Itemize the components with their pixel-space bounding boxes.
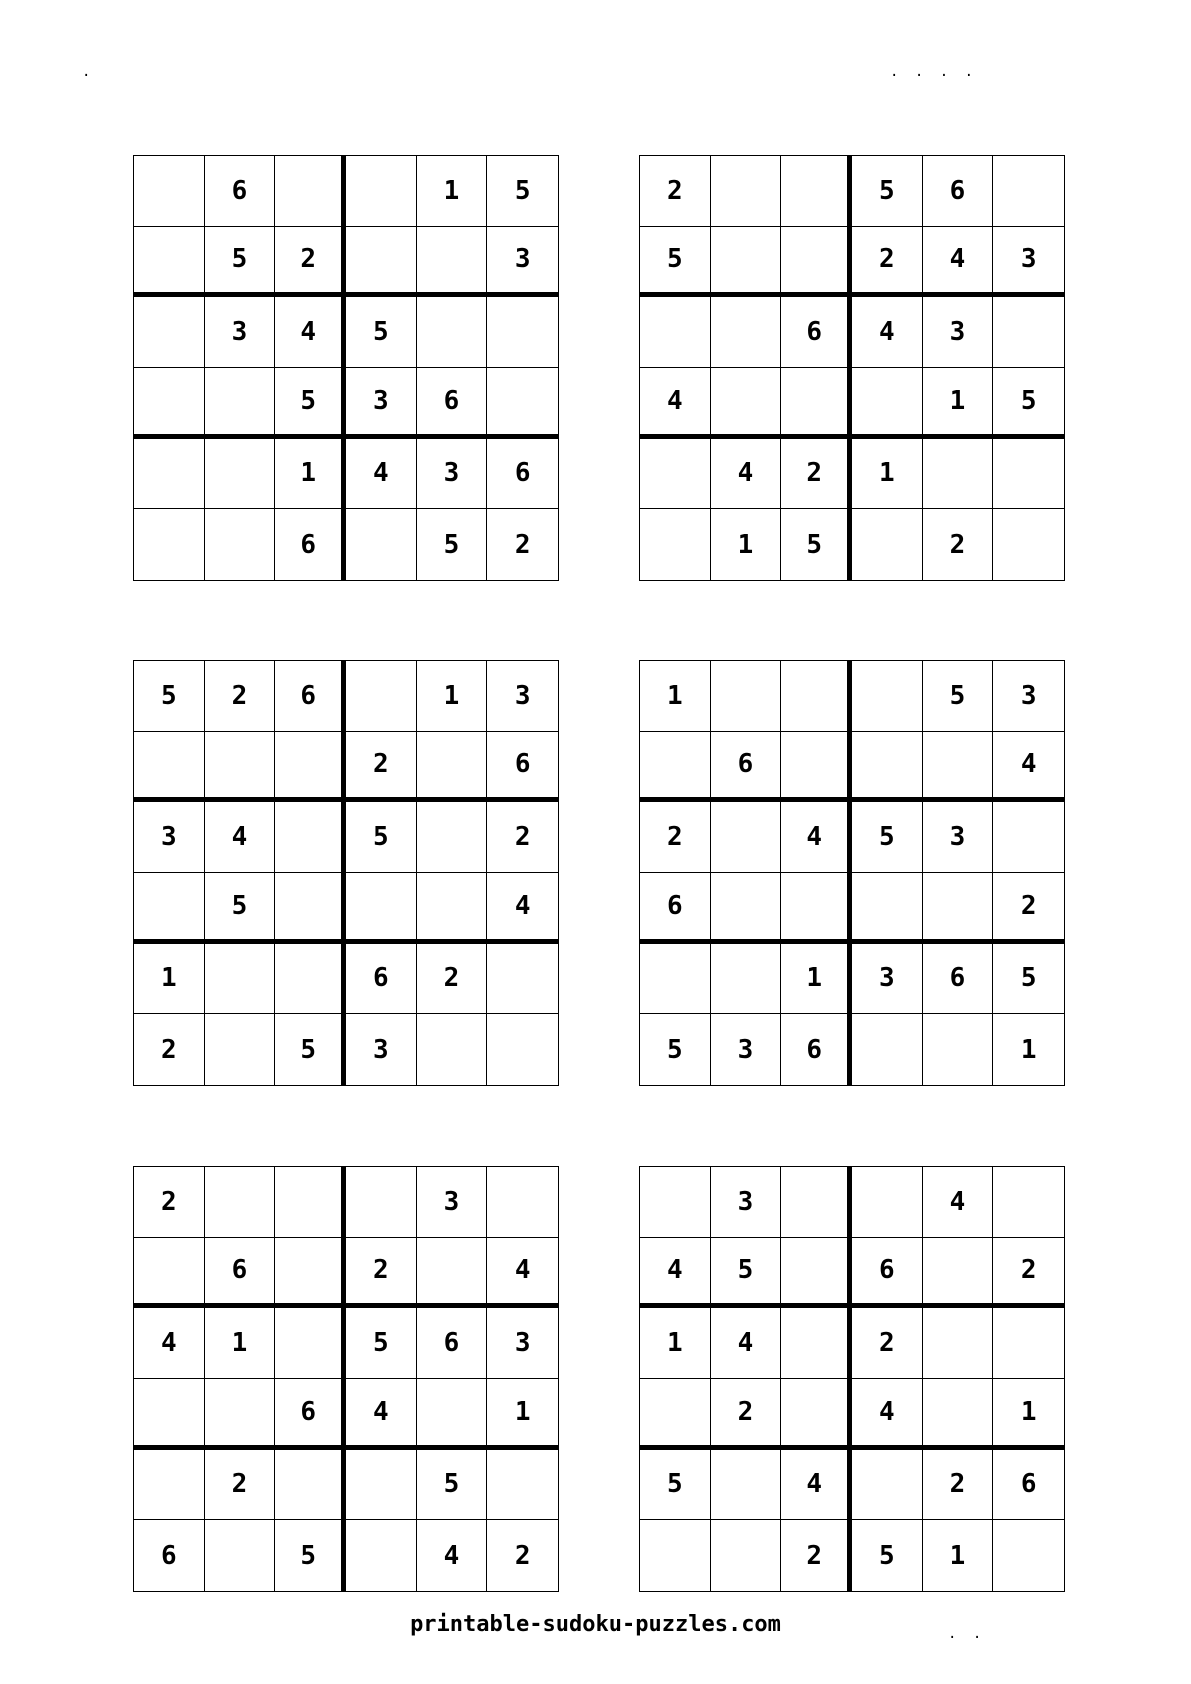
sudoku-cell[interactable] (134, 439, 205, 510)
sudoku-cell[interactable] (993, 1167, 1064, 1238)
sudoku-cell: 1 (781, 944, 852, 1015)
sudoku-cell: 5 (852, 1520, 923, 1591)
sudoku-cell[interactable] (781, 227, 852, 298)
sudoku-cell[interactable] (711, 156, 782, 227)
sudoku-cell: 3 (417, 439, 488, 510)
sudoku-cell[interactable] (346, 1520, 417, 1591)
sudoku-cell[interactable] (781, 732, 852, 803)
sudoku-cell[interactable] (346, 873, 417, 944)
sudoku-cell[interactable] (417, 732, 488, 803)
sudoku-cell[interactable] (781, 156, 852, 227)
sudoku-cell[interactable] (417, 802, 488, 873)
sudoku-cell: 6 (487, 439, 558, 510)
sudoku-cell[interactable] (487, 1167, 558, 1238)
sudoku-cell: 3 (205, 297, 276, 368)
sudoku-cell: 3 (711, 1014, 782, 1085)
sudoku-cell: 5 (923, 661, 994, 732)
sudoku-cell: 2 (134, 1167, 205, 1238)
sudoku-cell[interactable] (852, 368, 923, 439)
sudoku-cell: 1 (1020, 1034, 1037, 1065)
sudoku-cell[interactable] (711, 1520, 782, 1591)
sudoku-cell: 5 (640, 1014, 711, 1085)
sudoku-cell[interactable] (205, 1520, 276, 1591)
sudoku-cell: 5 (346, 1308, 417, 1379)
sudoku-cell: 4 (923, 227, 994, 298)
sudoku-cell[interactable] (923, 1238, 994, 1309)
sudoku-cell[interactable] (781, 1379, 852, 1450)
sudoku-cell[interactable] (852, 732, 923, 803)
sudoku-cell[interactable] (417, 873, 488, 944)
sudoku-cell: 4 (487, 1238, 558, 1309)
sudoku-cell: 3 (346, 368, 417, 439)
sudoku-cell[interactable] (205, 1379, 276, 1450)
sudoku-cell[interactable] (711, 1450, 782, 1521)
sudoku-cell: 1 (711, 509, 782, 580)
sudoku-cell: 3 (852, 944, 923, 1015)
sudoku-cell: 5 (417, 509, 488, 580)
sudoku-cell[interactable] (275, 944, 346, 1015)
sudoku-cell[interactable] (134, 509, 205, 580)
sudoku-cell[interactable] (134, 732, 205, 803)
sudoku-cell: 6 (417, 368, 488, 439)
sudoku-cell[interactable] (346, 509, 417, 580)
sudoku-cell[interactable] (205, 439, 276, 510)
sudoku-cell[interactable] (923, 1014, 994, 1085)
sudoku-cell[interactable] (346, 1167, 417, 1238)
sudoku-cell: 5 (275, 368, 346, 439)
sudoku-cell[interactable] (487, 1450, 558, 1521)
sudoku-cell: 1 (993, 1379, 1064, 1450)
sudoku-cell: 6 (781, 297, 852, 368)
sudoku-cell[interactable] (781, 1167, 852, 1238)
sudoku-cell[interactable] (487, 1014, 558, 1085)
sudoku-cell: 6 (781, 1014, 852, 1085)
sudoku-cell[interactable] (205, 509, 276, 580)
sudoku-cell: 4 (781, 802, 852, 873)
sudoku-cell[interactable] (640, 1167, 711, 1238)
sudoku-cell: 5 (346, 802, 417, 873)
sudoku-cell: 6 (205, 1238, 276, 1309)
sudoku-cell: 4 (134, 1308, 205, 1379)
sudoku-cell: 6 (923, 944, 994, 1015)
sudoku-cell: 5 (134, 661, 205, 732)
sudoku-cell[interactable] (993, 439, 1064, 510)
sudoku-cell: 3 (134, 802, 205, 873)
sudoku-cell[interactable] (417, 227, 488, 298)
sudoku-cell: 4 (640, 368, 711, 439)
sudoku-cell: 1 (417, 156, 488, 227)
sudoku-cell[interactable] (417, 1014, 488, 1085)
sudoku-cell[interactable] (275, 1308, 346, 1379)
sudoku-cell: 6 (640, 873, 711, 944)
sudoku-cell: 5 (640, 227, 711, 298)
sudoku-grid-4 (639, 660, 1065, 1086)
sudoku-cell[interactable] (923, 1379, 994, 1450)
sudoku-cell: 3 (923, 297, 994, 368)
sudoku-cell[interactable] (134, 873, 205, 944)
sudoku-cell[interactable] (275, 156, 346, 227)
sudoku-cell: 2 (640, 156, 711, 227)
sudoku-cell: 2 (993, 1238, 1064, 1309)
sudoku-cell[interactable] (275, 802, 346, 873)
sudoku-grid-6 (639, 1166, 1065, 1592)
sudoku-cell: 4 (640, 1238, 711, 1309)
sudoku-cell[interactable] (781, 1308, 852, 1379)
sudoku-cell: 3 (487, 1308, 558, 1379)
sudoku-cell: 3 (923, 802, 994, 873)
sudoku-cell: 1 (487, 1379, 558, 1450)
sudoku-cell: 3 (417, 1167, 488, 1238)
sudoku-cell[interactable] (134, 1379, 205, 1450)
sudoku-cell: 2 (781, 1520, 852, 1591)
sudoku-cell: 4 (852, 1379, 923, 1450)
sudoku-cell[interactable] (640, 297, 711, 368)
sudoku-cell: 6 (711, 732, 782, 803)
sudoku-cell: 5 (852, 156, 923, 227)
sudoku-cell: 2 (711, 1379, 782, 1450)
sudoku-cell: 3 (487, 661, 558, 732)
sudoku-cell[interactable] (711, 661, 782, 732)
sudoku-cell[interactable] (852, 1450, 923, 1521)
sudoku-cell: 4 (923, 1167, 994, 1238)
sudoku-grid-5 (133, 1166, 559, 1592)
sudoku-cell: 5 (205, 227, 276, 298)
sudoku-cell[interactable] (640, 732, 711, 803)
sudoku-cell[interactable] (417, 1379, 488, 1450)
sudoku-cell: 3 (487, 227, 558, 298)
sudoku-cell[interactable] (993, 1308, 1064, 1379)
sudoku-cell[interactable] (134, 227, 205, 298)
sudoku-cell[interactable] (993, 509, 1064, 580)
sudoku-cell: 5 (346, 297, 417, 368)
sudoku-cell: 5 (993, 368, 1064, 439)
footer-mark: . . (948, 1626, 986, 1642)
sudoku-cell[interactable] (640, 1379, 711, 1450)
sudoku-cell: 6 (417, 1308, 488, 1379)
sudoku-cell: 1 (923, 1520, 994, 1591)
sudoku-cell: 3 (993, 227, 1064, 298)
sudoku-cell[interactable] (275, 1238, 346, 1309)
header-left-mark: . (82, 64, 95, 80)
sudoku-cell: 5 (275, 1014, 346, 1085)
sudoku-cell: 4 (487, 873, 558, 944)
sudoku-grid-2 (639, 155, 1065, 581)
sudoku-cell: 2 (852, 227, 923, 298)
sudoku-cell[interactable] (205, 368, 276, 439)
sudoku-cell[interactable] (134, 297, 205, 368)
sudoku-cell: 6 (275, 509, 346, 580)
sudoku-cell[interactable] (852, 509, 923, 580)
sudoku-cell: 5 (993, 944, 1064, 1015)
sudoku-cell: 2 (205, 661, 276, 732)
sudoku-cell[interactable] (275, 873, 346, 944)
sudoku-cell: 1 (134, 944, 205, 1015)
sudoku-cell[interactable] (781, 661, 852, 732)
sudoku-cell: 2 (205, 1450, 276, 1521)
sudoku-cell[interactable] (275, 1167, 346, 1238)
sudoku-cell: 4 (781, 1450, 852, 1521)
sudoku-cell: 6 (134, 1520, 205, 1591)
sudoku-cell[interactable] (205, 1167, 276, 1238)
sudoku-cell[interactable] (711, 297, 782, 368)
sudoku-cell: 2 (346, 732, 417, 803)
sudoku-cell: 1 (417, 661, 488, 732)
sudoku-cell: 2 (923, 1450, 994, 1521)
sudoku-cell: 4 (993, 732, 1064, 803)
sudoku-cell[interactable] (640, 1520, 711, 1591)
sudoku-cell[interactable] (346, 227, 417, 298)
sudoku-cell[interactable] (711, 944, 782, 1015)
sudoku-cell[interactable] (205, 944, 276, 1015)
sudoku-cell[interactable] (205, 732, 276, 803)
sudoku-cell: 1 (640, 661, 711, 732)
sudoku-cell: 4 (417, 1520, 488, 1591)
sudoku-cell[interactable] (852, 661, 923, 732)
sudoku-cell[interactable] (487, 297, 558, 368)
sudoku-cell: 5 (487, 156, 558, 227)
sudoku-cell: 5 (781, 509, 852, 580)
sudoku-cell[interactable] (275, 732, 346, 803)
sudoku-cell: 5 (852, 802, 923, 873)
sudoku-cell: 2 (781, 439, 852, 510)
sudoku-cell[interactable] (711, 802, 782, 873)
sudoku-cell[interactable] (487, 944, 558, 1015)
sudoku-cell[interactable] (852, 1167, 923, 1238)
sudoku-cell: 1 (205, 1308, 276, 1379)
sudoku-cell: 5 (711, 1238, 782, 1309)
sudoku-cell: 2 (923, 509, 994, 580)
sudoku-cell: 6 (205, 156, 276, 227)
sudoku-cell: 2 (346, 1238, 417, 1309)
sudoku-cell: 6 (852, 1238, 923, 1309)
sudoku-cell[interactable] (205, 1014, 276, 1085)
sudoku-cell: 2 (134, 1014, 205, 1085)
sudoku-cell: 4 (711, 1308, 782, 1379)
sudoku-cell: 5 (417, 1450, 488, 1521)
sudoku-cell[interactable] (346, 1450, 417, 1521)
sudoku-cell: 1 (923, 368, 994, 439)
sudoku-cell[interactable] (711, 227, 782, 298)
sudoku-cell: 4 (275, 297, 346, 368)
sudoku-cell: 6 (346, 944, 417, 1015)
sudoku-cell[interactable] (781, 873, 852, 944)
sudoku-cell[interactable] (346, 661, 417, 732)
sudoku-cell: 3 (993, 661, 1064, 732)
sudoku-cell[interactable] (640, 944, 711, 1015)
sudoku-cell: 5 (640, 1450, 711, 1521)
sudoku-cell[interactable] (852, 1014, 923, 1085)
sudoku-cell: 2 (852, 1308, 923, 1379)
sudoku-cell: 4 (205, 802, 276, 873)
sudoku-cell[interactable] (711, 873, 782, 944)
sudoku-cell: 6 (487, 732, 558, 803)
sudoku-cell: 2 (993, 873, 1064, 944)
sudoku-cell[interactable] (923, 873, 994, 944)
sudoku-cell[interactable] (640, 509, 711, 580)
sudoku-cell[interactable] (417, 297, 488, 368)
site-footer: printable-sudoku-puzzles.com (410, 1612, 781, 1637)
sudoku-cell[interactable] (993, 156, 1064, 227)
sudoku-cell: 4 (711, 439, 782, 510)
sudoku-cell[interactable] (640, 439, 711, 510)
sudoku-cell[interactable] (134, 1450, 205, 1521)
sudoku-cell: 2 (487, 802, 558, 873)
sudoku-cell: 6 (923, 156, 994, 227)
sudoku-cell[interactable] (781, 368, 852, 439)
sudoku-grid-3 (133, 660, 559, 1086)
sudoku-cell[interactable] (134, 1238, 205, 1309)
sudoku-cell[interactable] (993, 297, 1064, 368)
sudoku-cell: 1 (275, 439, 346, 510)
sudoku-cell[interactable] (487, 368, 558, 439)
sudoku-cell[interactable] (781, 1238, 852, 1309)
sudoku-cell: 2 (514, 1540, 531, 1571)
sudoku-cell[interactable] (346, 156, 417, 227)
sudoku-cell[interactable] (923, 732, 994, 803)
sudoku-cell: 3 (711, 1167, 782, 1238)
sudoku-cell[interactable] (275, 1450, 346, 1521)
sudoku-cell: 4 (346, 439, 417, 510)
header-right-mark: . . . . (890, 64, 978, 80)
sudoku-cell: 1 (852, 439, 923, 510)
sudoku-grid-1 (133, 155, 559, 581)
sudoku-cell: 5 (275, 1520, 346, 1591)
sudoku-cell[interactable] (923, 1308, 994, 1379)
sudoku-cell[interactable] (134, 368, 205, 439)
sudoku-cell: 2 (640, 802, 711, 873)
sudoku-cell[interactable] (134, 156, 205, 227)
sudoku-cell: 3 (346, 1014, 417, 1085)
sudoku-cell[interactable] (993, 1520, 1064, 1591)
sudoku-cell: 2 (417, 944, 488, 1015)
sudoku-cell: 6 (275, 661, 346, 732)
sudoku-cell: 6 (993, 1450, 1064, 1521)
sudoku-cell: 5 (205, 873, 276, 944)
sudoku-cell[interactable] (852, 873, 923, 944)
sudoku-cell: 4 (852, 297, 923, 368)
sudoku-cell: 2 (275, 227, 346, 298)
sudoku-cell[interactable] (923, 439, 994, 510)
sudoku-cell[interactable] (417, 1238, 488, 1309)
sudoku-cell: 1 (640, 1308, 711, 1379)
sudoku-cell[interactable] (993, 802, 1064, 873)
sudoku-cell: 2 (514, 529, 531, 560)
sudoku-cell: 4 (346, 1379, 417, 1450)
sudoku-cell[interactable] (711, 368, 782, 439)
sudoku-cell: 6 (275, 1379, 346, 1450)
